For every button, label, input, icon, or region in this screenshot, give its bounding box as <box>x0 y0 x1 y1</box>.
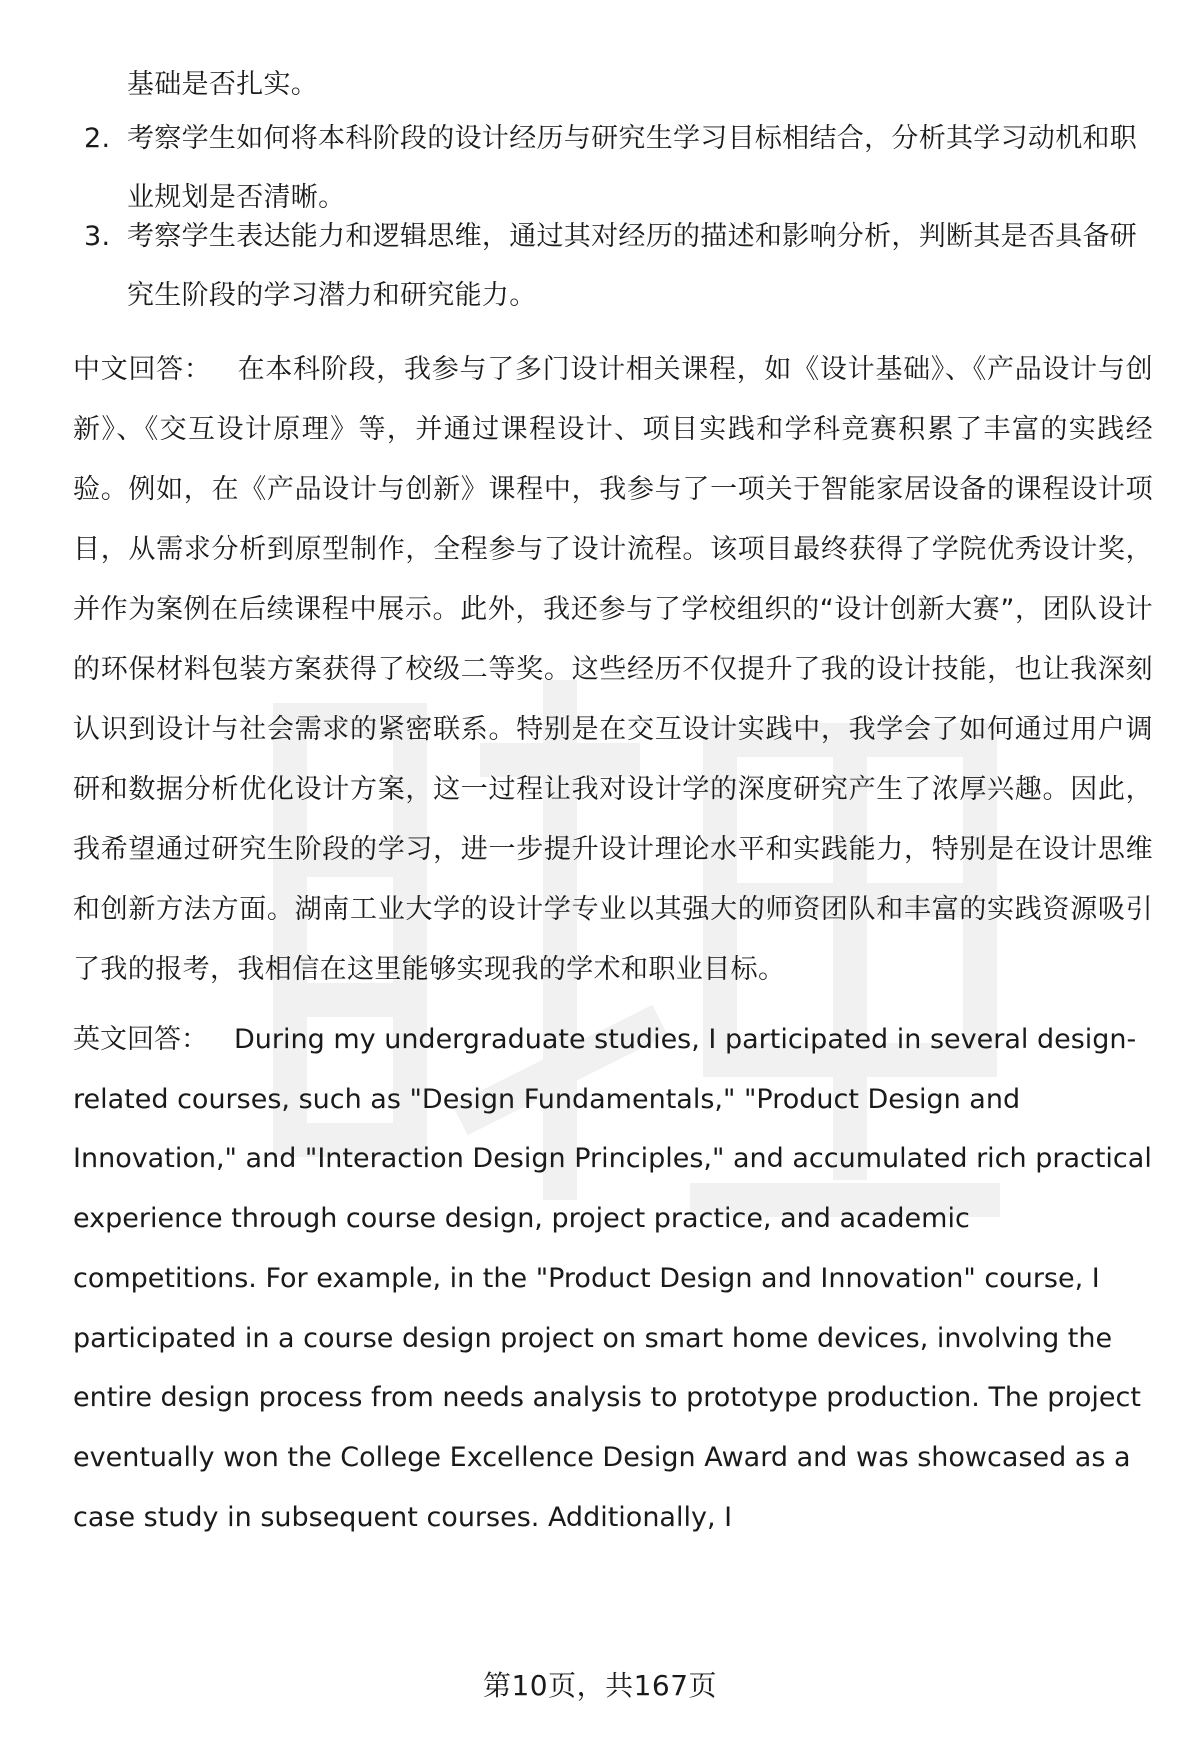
list-number: 3. <box>84 221 111 252</box>
english-answer-text: During my undergraduate studies, I participated in several design-related courses, such as "Design Fundamentals," "Product Design and Innovation," and "Interaction Design Principles," and accumulated rich practical experience through course design, project practice, and academic competitions. For example, in the "Product Design and Innovation" course, I participated in a course design project on smart home devices, involving the entire design process from needs analysis to prototype production. The project eventually won the College Excellence Design Award and was showcased as a case study in subsequent courses. Additionally, I <box>73 1024 1152 1533</box>
chinese-answer-label: 中文回答： <box>73 354 212 385</box>
english-answer-label: 英文回答： <box>73 1024 208 1055</box>
list-number: 2. <box>84 123 111 154</box>
page-number-footer: 第10页，共167页 <box>482 1669 718 1702</box>
chinese-answer-text: 在本科阶段，我参与了多门设计相关课程，如《设计基础》、《产品设计与创新》、《交互设计原理》等，并通过课程设计、项目实践和学科竞赛积累了丰富的实践经验。例如，在《产品设计与创新》课程中，我参与了一项关于智能家居设备的课程设计项目，从需求分析到原型制作，全程参与了设计流程。该项目最终获得了学院优秀设计奖，并作为案例在后续课程中展示。此外，我还参与了学校组织的“设计创新大赛”，团队设计的环保材料包装方案获得了校级二等奖。这些经历不仅提升了我的设计技能，也让我深刻认识到设计与社会需求的紧密联系。特别是在交互设计实践中，我学会了如何通过用户调研和数据分析优化设计方案，这一过程让我对设计学的深度研究产生了浓厚兴趣。因此，我希望通过研究生阶段的学习，进一步提升设计理论水平和实践能力，特别是在设计思维和创新方法方面。湖南工业大学的设计学专业以其强大的师资团队和丰富的实践资源吸引了我的报考，我相信在这里能够实现我的学术和职业目标。 <box>73 354 1153 985</box>
list-item-text: 考察学生表达能力和逻辑思维，通过其对经历的描述和影响分析，判断其是否具备研究生阶段的学习潜力和研究能力。 <box>127 221 1138 311</box>
list-item-text: 考察学生如何将本科阶段的设计经历与研究生学习目标相结合，分析其学习动机和职业规划是否清晰。 <box>127 123 1138 213</box>
english-answer <box>73 1010 1153 1547</box>
list-item-continuation: 基础是否扎实。 <box>127 69 319 100</box>
list-item-3 <box>84 207 1148 325</box>
chinese-answer <box>73 340 1153 1000</box>
